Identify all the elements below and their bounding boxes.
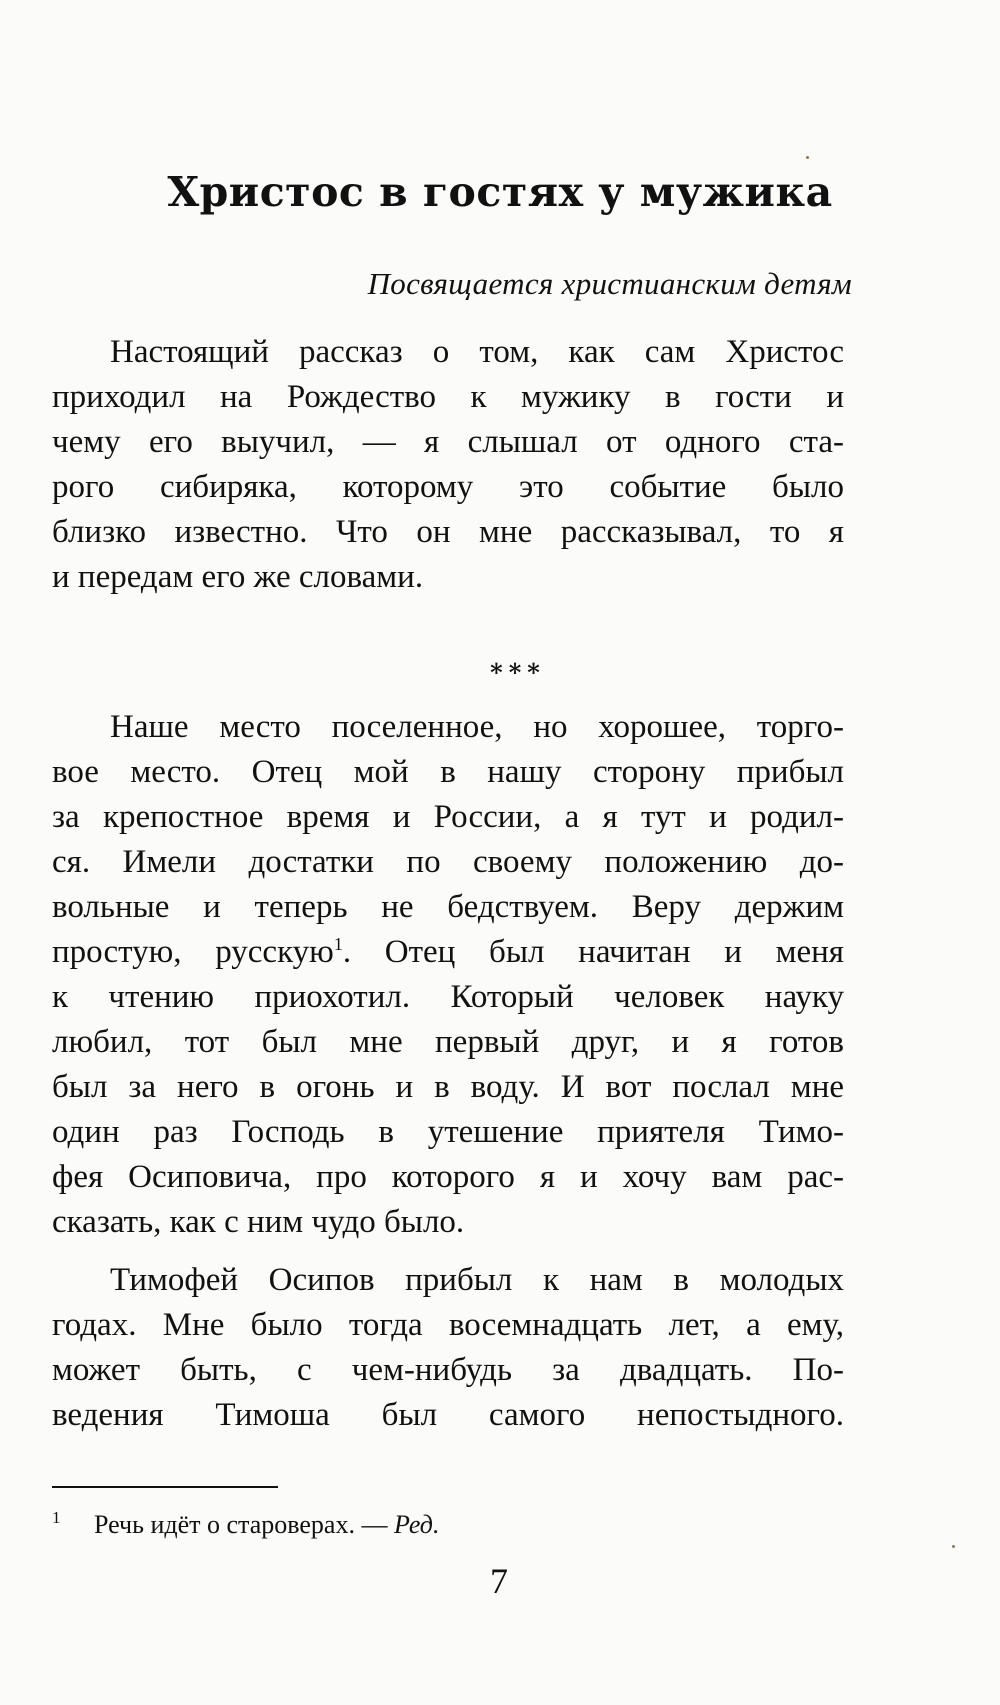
intro-line: близко известно. Что он мне рассказывал, то я: [52, 514, 844, 550]
intro-line: Настоящий рассказ о том, как сам Христос: [110, 334, 844, 370]
paragraph-line: был за него в огонь и в воду. И вот послал мне: [52, 1069, 844, 1105]
paragraph-line: ся. Имели достатки по своему положению до-: [52, 844, 844, 880]
footnote-reference: 1: [333, 934, 343, 954]
intro-line: чему его выучил, — я слышал от одного ста-: [52, 424, 844, 460]
paper-speck: [952, 1545, 955, 1548]
footnote: [52, 1510, 439, 1540]
section-divider: ***: [490, 658, 546, 687]
paragraph-line: Наше место поселенное, но хорошее, торго-: [110, 709, 844, 745]
paragraph-line: ведения Тимоша был самого непостыдного.: [52, 1397, 844, 1433]
paragraph-line: любил, тот был мне первый друг, и я готов: [52, 1024, 844, 1060]
paragraph-line: к чтению приохотил. Который человек науку: [52, 979, 844, 1015]
footnote-editor-mark: Ред.: [393, 1510, 440, 1539]
epigraph: Посвящается христианским детям: [367, 266, 852, 301]
paragraph-line-tail: . Отец был начитан и меня: [342, 934, 844, 970]
paragraph-line: фея Осиповича, про которого я и хочу вам рас-: [52, 1159, 844, 1195]
intro-line: приходил на Рождество к мужику в гости и: [52, 379, 844, 415]
paragraph-line-with-footnote: [52, 930, 844, 975]
paragraph-line: годах. Мне было тогда восемнадцать лет, а ему,: [52, 1307, 844, 1343]
paragraph-line: вольные и теперь не бедствуем. Веру держим: [52, 889, 844, 925]
paragraph-line: может быть, с чем-нибудь за двадцать. По-: [52, 1352, 844, 1388]
chapter-title: Христос в гостях у мужика: [167, 168, 833, 216]
paragraph-line: вое место. Отец мой в нашу сторону прибыл: [52, 754, 844, 790]
intro-line: и передам его же словами.: [52, 559, 424, 595]
footnote-rule: [52, 1486, 278, 1488]
footnote-text: Речь идёт о староверах. —: [94, 1510, 394, 1539]
paragraph-line: сказать, как с ним чудо было.: [52, 1204, 465, 1240]
paper-speck: [806, 156, 809, 159]
paragraph-line-head: простую, русскую: [52, 934, 334, 970]
page-number: [0, 1560, 1000, 1602]
page-number-value: 7: [490, 1561, 508, 1601]
paragraph-line: за крепостное время и России, а я тут и родил-: [52, 799, 844, 835]
paragraph-line: Тимофей Осипов прибыл к нам в молодых: [110, 1262, 844, 1298]
paragraph-line: один раз Господь в утешение приятеля Тимо-: [52, 1114, 844, 1150]
footnote-number: 1: [52, 1508, 61, 1527]
intro-line: рого сибиряка, которому это событие было: [52, 469, 844, 505]
